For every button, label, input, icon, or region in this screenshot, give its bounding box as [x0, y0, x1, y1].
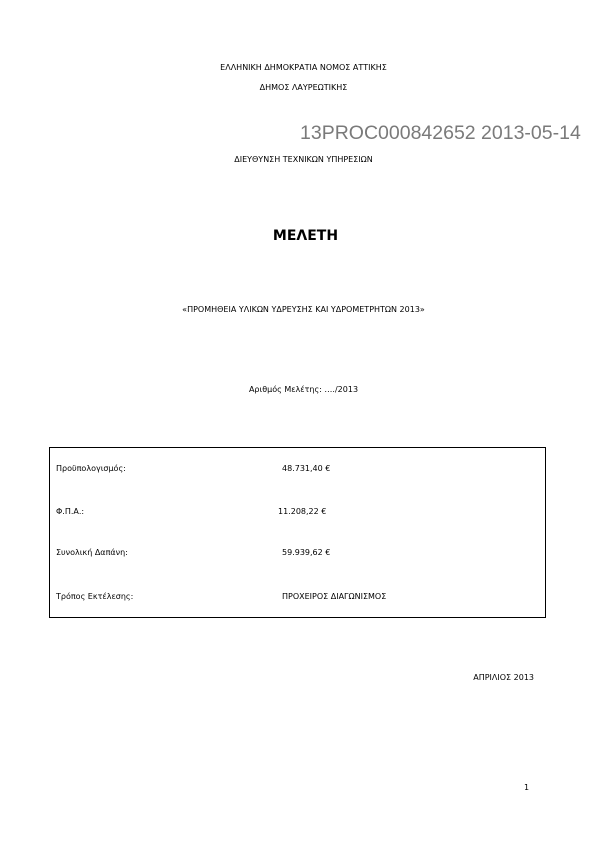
header-country-prefecture: ΕΛΛΗΝΙΚΗ ΔΗΜΟΚΡΑΤΙΑ ΝΟΜΟΣ ΑΤΤΙΚΗΣ: [220, 63, 387, 72]
summary-label: Τρόπος Εκτέλεσης:: [56, 592, 134, 601]
header-department: ΔΙΕΥΘΥΝΣΗ ΤΕΧΝΙΚΩΝ ΥΠΗΡΕΣΙΩΝ: [234, 155, 373, 164]
summary-label: Φ.Π.Α.:: [56, 507, 85, 516]
study-subject: «ΠΡΟΜΗΘΕΙΑ ΥΛΙΚΩΝ ΥΔΡΕΥΣΗΣ ΚΑΙ ΥΔΡΟΜΕΤΡΗΤΩΝ 2013»: [182, 305, 425, 314]
summary-label: Συνολική Δαπάνη:: [56, 548, 128, 557]
summary-value: 11.208,22 €: [278, 507, 327, 516]
study-number: Αριθμός Μελέτης: …./2013: [248, 385, 359, 394]
summary-box: [49, 447, 546, 618]
page-number: 1: [524, 783, 530, 792]
header-municipality: ΔΗΜΟΣ ΛΑΥΡΕΩΤΙΚΗΣ: [259, 83, 348, 92]
document-date: ΑΠΡΙΛΙΟΣ 2013: [473, 673, 534, 682]
page-title: ΜΕΛΕΤΗ: [272, 228, 339, 244]
summary-value: 59.939,62 €: [282, 548, 331, 557]
summary-value: ΠΡΟΧΕΙΡΟΣ ΔΙΑΓΩΝΙΣΜΟΣ: [282, 592, 387, 601]
summary-label: Προϋπολογισμός:: [56, 464, 126, 473]
summary-value: 48.731,40 €: [282, 464, 331, 473]
protocol-stamp: 13PROC000842652 2013-05-14: [300, 122, 581, 144]
